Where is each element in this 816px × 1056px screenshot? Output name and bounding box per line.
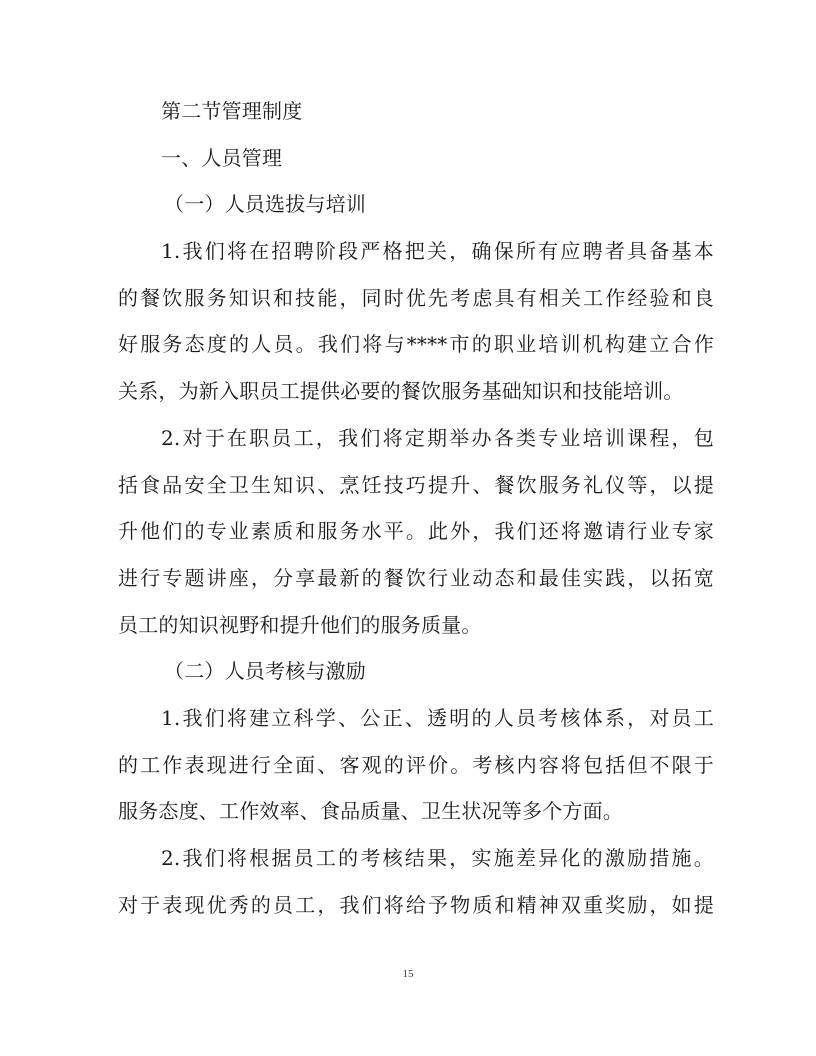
paragraph-line: 1.我们将建立科学、公正、透明的人员考核体系，对员工 <box>161 705 714 730</box>
paragraph-line: 的餐饮服务知识和技能，同时优先考虑具有相关工作经验和良 <box>118 285 714 310</box>
paragraph-line: 的工作表现进行全面、客观的评价。考核内容将包括但不限于 <box>118 752 714 777</box>
paragraph-line: 2.对于在职员工，我们将定期举办各类专业培训课程，包 <box>161 425 714 450</box>
subsection-title-assessment-incentive: （二）人员考核与激励 <box>164 659 366 684</box>
paragraph-line: 括食品安全卫生知识、烹饪技巧提升、餐饮服务礼仪等，以提 <box>118 472 714 497</box>
paragraph-line: 好服务态度的人员。我们将与****市的职业培训机构建立合作 <box>118 332 714 357</box>
heading-personnel-management: 一、人员管理 <box>161 145 283 170</box>
paragraph-line: 对于表现优秀的员工，我们将给予物质和精神双重奖励，如提 <box>118 892 714 917</box>
paragraph-line: 2.我们将根据员工的考核结果，实施差异化的激励措施。 <box>161 846 714 870</box>
paragraph-line: 升他们的专业素质和服务水平。此外，我们还将邀请行业专家 <box>118 519 714 544</box>
page-number: 15 <box>402 968 414 980</box>
paragraph-line: 关系，为新入职员工提供必要的餐饮服务基础知识和技能培训。 <box>118 379 684 404</box>
subsection-title-selection-training: （一）人员选拔与培训 <box>164 192 366 217</box>
document-body <box>118 88 714 928</box>
paragraph-line: 进行专题讲座，分享最新的餐饮行业动态和最佳实践，以拓宽 <box>118 565 714 590</box>
paragraph-line: 员工的知识视野和提升他们的服务质量。 <box>118 612 482 637</box>
paragraph-line: 服务态度、工作效率、食品质量、卫生状况等多个方面。 <box>118 799 623 824</box>
paragraph-line: 1.我们将在招聘阶段严格把关，确保所有应聘者具备基本 <box>161 239 714 264</box>
section-title: 第二节管理制度 <box>161 99 303 123</box>
